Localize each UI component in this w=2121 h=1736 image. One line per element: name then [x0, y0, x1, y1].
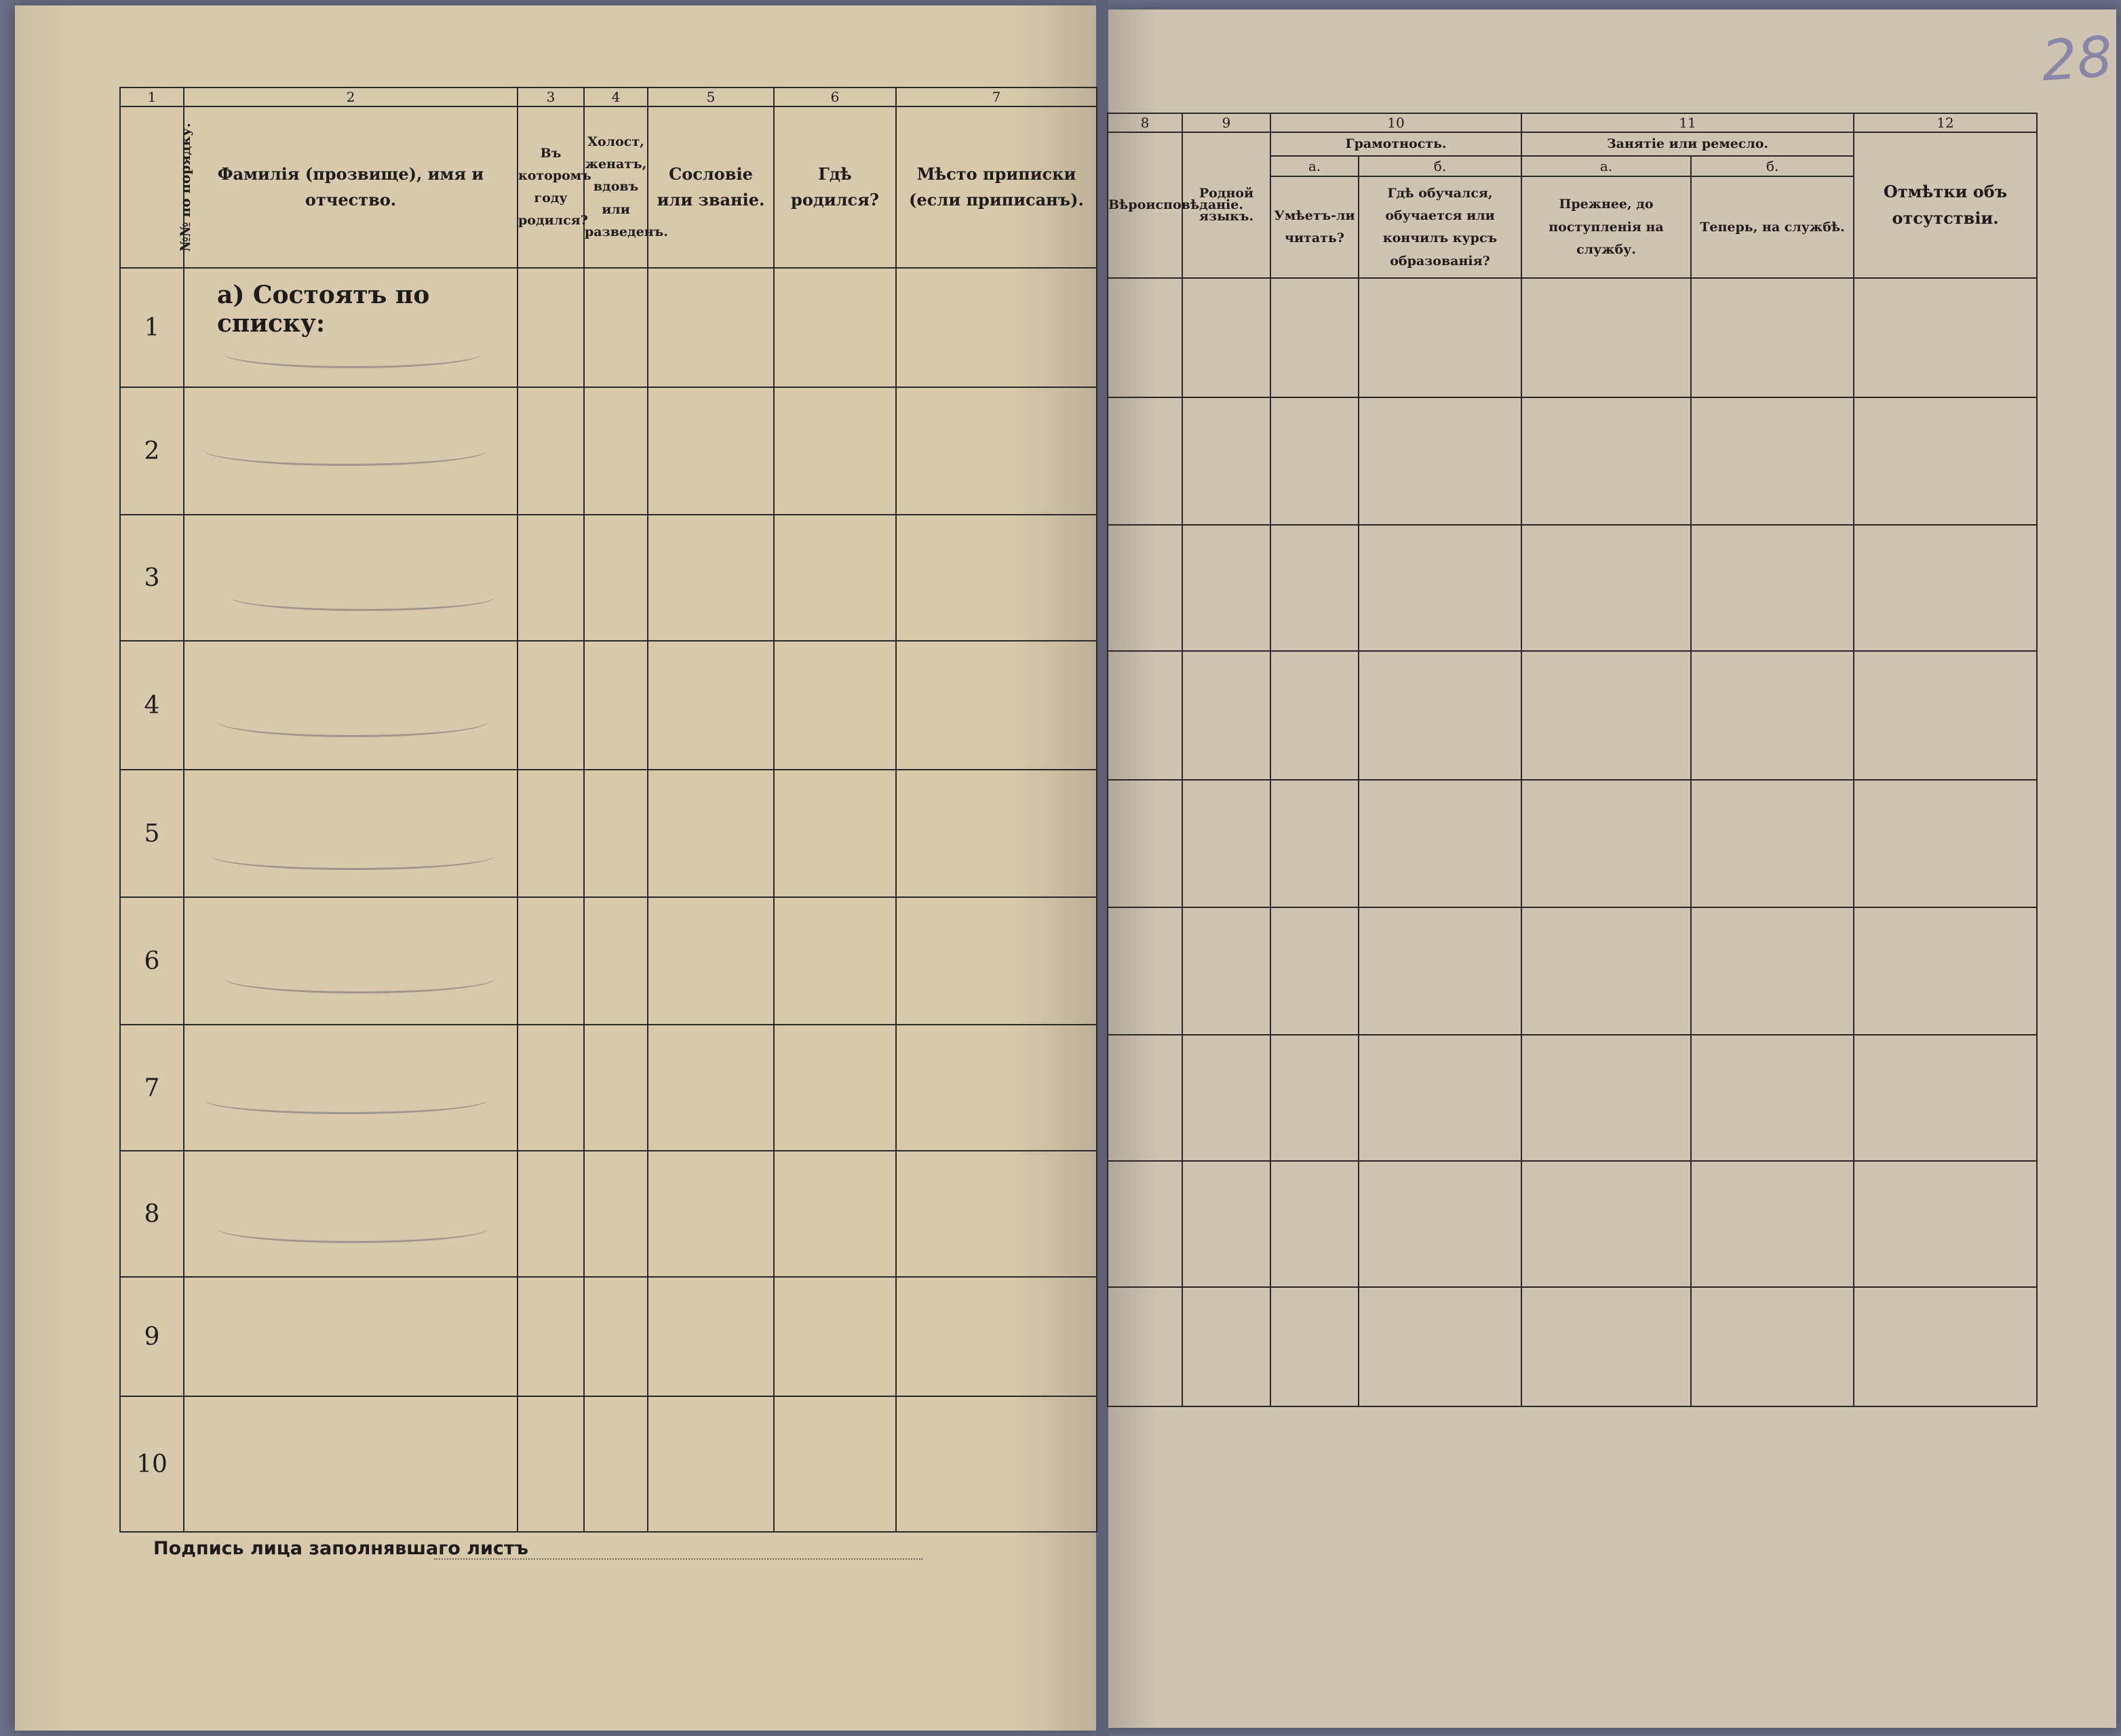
table-cell — [1521, 1161, 1691, 1287]
table-cell — [896, 1025, 1097, 1151]
table-row — [1108, 907, 2037, 1035]
table-cell — [648, 268, 774, 387]
colnum-3: 3 — [518, 87, 584, 106]
table-row — [120, 515, 1097, 641]
header-literacy-group: Грамотность. — [1270, 132, 1521, 156]
table-cell — [1182, 397, 1270, 525]
table-row — [120, 268, 1097, 387]
table-cell — [774, 1025, 896, 1151]
table-cell — [584, 1151, 648, 1277]
colnum-6: 6 — [774, 87, 896, 106]
table-cell — [1270, 907, 1359, 1035]
row-number: 2 — [120, 387, 184, 515]
left-header-row — [120, 106, 1097, 268]
colnum-1: 1 — [120, 87, 184, 106]
table-cell — [1108, 278, 1182, 397]
handwriting-mark — [231, 583, 495, 611]
row-number: 1 — [120, 268, 184, 387]
section-label: а) Состоятъ по списку: — [184, 268, 518, 387]
table-cell — [1182, 651, 1270, 780]
colnum-7: 7 — [896, 87, 1097, 106]
table-cell — [518, 1151, 584, 1277]
table-cell — [774, 770, 896, 897]
table-cell — [1270, 278, 1359, 397]
subletter-literacy-b: б. — [1359, 156, 1521, 176]
table-cell — [184, 1396, 518, 1532]
table-cell — [1270, 1161, 1359, 1287]
header-absence: Отмѣтки объ отсутствіи. — [1854, 132, 2037, 278]
table-cell — [1854, 1035, 2037, 1161]
table-cell — [584, 515, 648, 641]
table-cell — [1182, 525, 1270, 651]
table-cell — [1182, 1161, 1270, 1287]
table-cell — [584, 897, 648, 1025]
table-cell — [1182, 1287, 1270, 1406]
header-row-no: №№ по порядку. — [120, 106, 184, 268]
header-registration: Мѣсто приписки (если приписанъ). — [896, 106, 1097, 268]
table-cell — [1270, 651, 1359, 780]
table-cell — [1854, 780, 2037, 907]
header-native-language: Родной языкъ. — [1182, 132, 1270, 278]
table-row — [1108, 1035, 2037, 1161]
table-cell — [1108, 1161, 1182, 1287]
table-row — [1108, 525, 2037, 651]
header-estate: Сословіе или званіе. — [648, 106, 774, 268]
handwriting-mark — [224, 963, 495, 993]
table-cell — [184, 1277, 518, 1396]
table-cell — [774, 268, 896, 387]
table-cell — [1270, 525, 1359, 651]
table-row — [120, 1396, 1097, 1532]
table-cell — [1854, 651, 2037, 780]
table-cell — [518, 1396, 584, 1532]
table-cell — [648, 897, 774, 1025]
table-cell — [774, 897, 896, 1025]
colnum-4: 4 — [584, 87, 648, 106]
left-register-table — [119, 87, 1097, 1533]
row-number: 4 — [120, 641, 184, 770]
table-cell — [1270, 1035, 1359, 1161]
handwriting-mark — [217, 705, 488, 737]
table-cell — [584, 1277, 648, 1396]
row-number: 8 — [120, 1151, 184, 1277]
table-cell — [1854, 1287, 2037, 1406]
table-cell — [1359, 907, 1521, 1035]
right-register-table — [1107, 113, 2038, 1407]
table-cell — [774, 1277, 896, 1396]
handwriting-mark — [224, 339, 482, 368]
table-cell — [518, 1025, 584, 1151]
row-number: 3 — [120, 515, 184, 641]
table-cell — [1108, 397, 1182, 525]
header-birthplace: Гдѣ родился? — [774, 106, 896, 268]
table-row — [1108, 278, 2037, 397]
header-previous-occupation: Прежнее, до поступленія на службу. — [1521, 176, 1691, 278]
colnum-9: 9 — [1182, 113, 1270, 132]
table-cell — [1270, 780, 1359, 907]
table-cell — [518, 641, 584, 770]
table-cell — [1691, 1161, 1854, 1287]
table-cell — [1182, 278, 1270, 397]
table-cell — [1108, 1035, 1182, 1161]
table-row — [1108, 1287, 2037, 1406]
table-cell — [1691, 1287, 1854, 1406]
table-cell — [648, 1277, 774, 1396]
table-row — [1108, 397, 2037, 525]
table-cell — [584, 268, 648, 387]
table-cell — [1182, 907, 1270, 1035]
row-number: 9 — [120, 1277, 184, 1396]
table-cell — [1854, 278, 2037, 397]
table-cell — [1521, 525, 1691, 651]
table-row — [120, 770, 1097, 897]
table-cell — [1108, 907, 1182, 1035]
table-cell — [896, 1396, 1097, 1532]
table-cell — [1359, 1035, 1521, 1161]
table-cell — [896, 770, 1097, 897]
right-column-numbers — [1108, 113, 2037, 132]
table-row — [120, 1277, 1097, 1396]
table-cell — [896, 387, 1097, 515]
table-cell — [1521, 907, 1691, 1035]
table-cell — [1108, 525, 1182, 651]
handwriting-mark — [217, 1214, 488, 1243]
table-cell — [1521, 780, 1691, 907]
table-cell — [1854, 1161, 2037, 1287]
table-cell — [1359, 651, 1521, 780]
colnum-12: 12 — [1854, 113, 2037, 132]
table-cell — [1182, 1035, 1270, 1161]
table-cell — [774, 515, 896, 641]
table-cell — [584, 641, 648, 770]
handwriting-mark — [203, 1085, 488, 1114]
table-cell — [896, 1277, 1097, 1396]
table-cell — [1270, 397, 1359, 525]
header-birth-year: Въ которомъ году родился? — [518, 106, 584, 268]
table-cell — [648, 1396, 774, 1532]
table-cell — [1691, 1035, 1854, 1161]
table-cell — [1521, 651, 1691, 780]
table-cell — [648, 1151, 774, 1277]
table-cell — [584, 1396, 648, 1532]
table-cell — [774, 641, 896, 770]
table-cell — [1854, 525, 2037, 651]
table-cell — [896, 1151, 1097, 1277]
table-cell — [896, 268, 1097, 387]
table-cell — [1521, 397, 1691, 525]
table-cell — [518, 387, 584, 515]
table-cell — [1182, 780, 1270, 907]
table-row — [1108, 651, 2037, 780]
table-cell — [1521, 1287, 1691, 1406]
table-cell — [774, 1151, 896, 1277]
table-cell — [1108, 1287, 1182, 1406]
table-cell — [1359, 1287, 1521, 1406]
signature-label: Подпись лица заполнявшаго листъ — [153, 1538, 528, 1559]
handwriting-mark — [203, 434, 488, 466]
row-number: 10 — [120, 1396, 184, 1532]
table-cell — [896, 641, 1097, 770]
table-row — [120, 641, 1097, 770]
table-cell — [1691, 780, 1854, 907]
header-name: Фамилія (прозвище), имя и отчество. — [184, 106, 518, 268]
table-cell — [1359, 278, 1521, 397]
subletter-occupation-b: б. — [1691, 156, 1854, 176]
header-marital: Холост, женатъ, вдовъ или разведенъ. — [584, 106, 648, 268]
table-cell — [1270, 1287, 1359, 1406]
table-cell — [518, 770, 584, 897]
table-cell — [1359, 525, 1521, 651]
table-cell — [896, 897, 1097, 1025]
table-cell — [1521, 278, 1691, 397]
table-cell — [896, 515, 1097, 641]
header-current-occupation: Теперь, на службѣ. — [1691, 176, 1854, 278]
handwriting-mark — [210, 841, 495, 870]
table-cell — [1854, 907, 2037, 1035]
right-group-header-row — [1108, 132, 2037, 156]
colnum-10: 10 — [1270, 113, 1521, 132]
table-cell — [584, 770, 648, 897]
table-cell — [518, 1277, 584, 1396]
table-cell — [1359, 397, 1521, 525]
colnum-11: 11 — [1521, 113, 1854, 132]
colnum-5: 5 — [648, 87, 774, 106]
signature-line — [434, 1558, 922, 1560]
row-number: 7 — [120, 1025, 184, 1151]
table-cell — [584, 1025, 648, 1151]
left-column-numbers — [120, 87, 1097, 106]
table-cell — [518, 897, 584, 1025]
table-row — [120, 1151, 1097, 1277]
table-cell — [518, 515, 584, 641]
table-cell — [774, 387, 896, 515]
table-cell — [1108, 651, 1182, 780]
table-cell — [1691, 278, 1854, 397]
subletter-occupation-a: а. — [1521, 156, 1691, 176]
row-number: 6 — [120, 897, 184, 1025]
table-cell — [1691, 907, 1854, 1035]
table-cell — [648, 1025, 774, 1151]
table-cell — [774, 1396, 896, 1532]
table-cell — [1691, 397, 1854, 525]
table-cell — [1691, 651, 1854, 780]
header-where-studied: Гдѣ обучался, обучается или кончилъ курсъ образованія? — [1359, 176, 1521, 278]
table-cell — [648, 515, 774, 641]
table-cell — [184, 515, 518, 641]
subletter-literacy-a: а. — [1270, 156, 1359, 176]
table-row — [1108, 1161, 2037, 1287]
folio-number: 28 — [2039, 24, 2115, 94]
table-cell — [184, 770, 518, 897]
row-number: 5 — [120, 770, 184, 897]
table-cell — [1854, 397, 2037, 525]
table-cell — [1108, 780, 1182, 907]
table-cell — [648, 770, 774, 897]
table-cell — [1691, 525, 1854, 651]
table-row — [1108, 780, 2037, 907]
header-religion: Вѣроисповѣданіе. — [1108, 132, 1182, 278]
table-row — [120, 897, 1097, 1025]
colnum-2: 2 — [184, 87, 518, 106]
table-cell — [648, 641, 774, 770]
header-occupation-group: Занятіе или ремесло. — [1521, 132, 1854, 156]
header-can-read: Умѣетъ-ли читать? — [1270, 176, 1359, 278]
table-cell — [648, 387, 774, 515]
table-cell — [1359, 1161, 1521, 1287]
table-cell — [184, 897, 518, 1025]
table-cell — [1359, 780, 1521, 907]
table-cell — [584, 387, 648, 515]
table-cell — [1521, 1035, 1691, 1161]
colnum-8: 8 — [1108, 113, 1182, 132]
table-cell — [518, 268, 584, 387]
